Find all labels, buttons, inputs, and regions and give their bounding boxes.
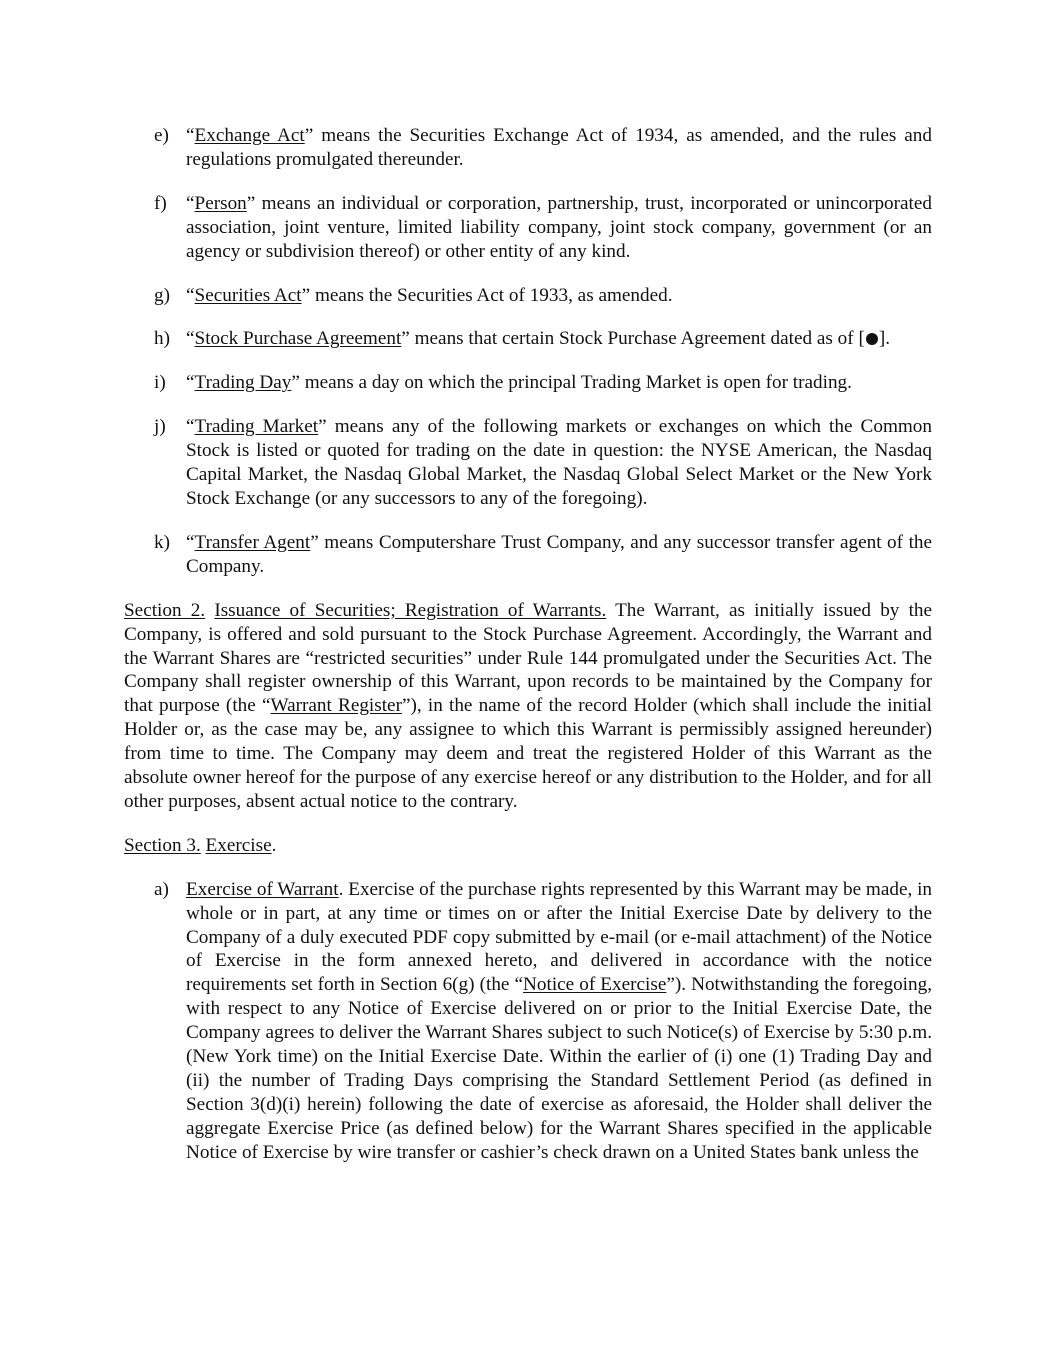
section-3-item-a: a) Exercise of Warrant. Exercise of the purchase rights represented by this Warrant may be made, in whole or in part, at any time or times on or after the Initial Exercise Date by delivery to the Company of a duly executed PDF copy submitted by e-mail (or e-mail attachment) of the Notice of Exercise in the form annexed hereto, and delivered in accordance with the notice requirements set forth in Section 6(g) (the “Notice of Exercise”). Notwithstanding the foregoing, with respect to any Notice of Exercise delivered on or prior to the Initial Exercise Date, the Company agrees to deliver the Warrant Shares subject to such Notice(s) of Exercise by 5:30 p.m. (New York time) on the Initial Exercise Date. Within the earlier of (i) one (1) Trading Day and (ii) the number of Trading Days comprising the Standard Settlement Period (as defined in Section 3(d)(i) herein) following the date of exercise as aforesaid, the Holder shall deliver the aggregate Exercise Price (as defined below) for the Warrant Shares specified in the applicable Notice of Exercise by wire transfer or cashier’s check drawn on a United States bank unless the xyxy=(154,878,932,1163)
section-3-heading: Section 3. Exercise. xyxy=(124,834,277,856)
definition-e: e) “Exchange Act” means the Securities Exchange Act of 1934, as amended, and the rules and regulations promulgated thereunder. xyxy=(154,125,932,170)
definition-i: i) “Trading Day” means a day on which the principal Trading Market is open for trading. xyxy=(154,372,852,394)
definition-text: means an individual or corporation, partnership, trust, incorporated or unincorporated association, joint venture, limited liability company, joint stock company, government (or an agency or subdivision thereof) or other entity of any kind. xyxy=(186,192,932,262)
section-title: Issuance of Securities; Registration of Warrants. xyxy=(214,599,607,621)
defined-term: Stock Purchase Agreement xyxy=(194,328,402,350)
item-label: h) xyxy=(154,328,170,350)
defined-term: Exchange Act xyxy=(194,125,305,146)
defined-term: Trading Market xyxy=(194,416,319,438)
section-title: Exercise xyxy=(205,834,272,856)
definition-text: means the Securities Act of 1933, as amended. xyxy=(310,284,673,306)
item-label: e) xyxy=(154,125,169,146)
defined-term: Person xyxy=(194,192,247,214)
definition-j: j) “Trading Market” means any of the following markets or exchanges on which the Common Stock is listed or quoted for trading on the date in question: the NYSE American, the Nasdaq Capital Market, the Nasdaq Global Market, the Nasdaq Global Select Market or the New York Stock Exchange (or any successors to any of the foregoing). xyxy=(154,416,932,509)
item-label: j) xyxy=(154,416,166,438)
defined-term: Notice of Exercise xyxy=(523,974,667,996)
section-number: Section 3. xyxy=(124,834,201,856)
section-number: Section 2. xyxy=(124,599,206,621)
defined-term: Securities Act xyxy=(194,284,302,306)
item-label: f) xyxy=(154,192,167,214)
definition-text: means that certain Stock Purchase Agreement dated as of xyxy=(409,328,859,350)
defined-term: Trading Day xyxy=(194,372,292,394)
defined-term: Warrant Register xyxy=(270,695,402,717)
definition-h: h) “Stock Purchase Agreement” means that certain Stock Purchase Agreement dated as of [ ]. xyxy=(154,328,891,350)
bullet-placeholder-icon xyxy=(866,333,878,345)
document-page xyxy=(124,124,932,1185)
definition-text: means Computershare Trust Company, and any successor transfer agent of the Company. xyxy=(186,531,933,577)
definition-text: means the Securities Exchange Act of 1934, as amended, and the rules and regulations promulgated thereunder. xyxy=(186,125,932,170)
item-label: k) xyxy=(154,531,170,553)
item-heading: Exercise of Warrant xyxy=(186,878,339,900)
item-label: i) xyxy=(154,372,166,394)
definition-g: g) “Securities Act” means the Securities Act of 1933, as amended. xyxy=(154,284,673,306)
section-2: Section 2. Issuance of Securities; Registration of Warrants. The Warrant, as initially issued by the Company, is offered and sold pursuant to the Stock Purchase Agreement. Accordingly, the Warrant and the Warrant Shares are “restricted securities” under Rule 144 promulgated under the Securities Act. The Company shall register ownership of this Warrant, upon records to be maintained by the Company for that purpose (the “Warrant Register”), in the name of the record Holder (which shall include the initial Holder or, as the case may be, any assignee to which this Warrant is permissibly assigned hereunder) from time to time. The Company may deem and treat the registered Holder of this Warrant as the absolute owner hereof for the purpose of any exercise hereof or any distribution to the Holder, and for all other purposes, absent actual notice to the contrary. xyxy=(124,599,933,812)
item-label: a) xyxy=(154,878,169,900)
definition-text: means a day on which the principal Trading Market is open for trading. xyxy=(299,372,852,394)
definition-k: k) “Transfer Agent” means Computershare Trust Company, and any successor transfer agent of the Company. xyxy=(154,531,933,577)
item-label: g) xyxy=(154,284,170,306)
definition-f: f) “Person” means an individual or corporation, partnership, trust, incorporated or unincorporated association, joint venture, limited liability company, joint stock company, government (or an agency or subdivision thereof) or other entity of any kind. xyxy=(154,192,932,262)
definition-text: means any of the following markets or exchanges on which the Common Stock is listed or quoted for trading on the date in question: the NYSE American, the Nasdaq Capital Market, the Nasdaq Global Market, the Nasdaq Global Select Market or the New York Stock Exchange (or any successors to any of the foregoing). xyxy=(186,416,932,509)
defined-term: Transfer Agent xyxy=(194,531,311,553)
